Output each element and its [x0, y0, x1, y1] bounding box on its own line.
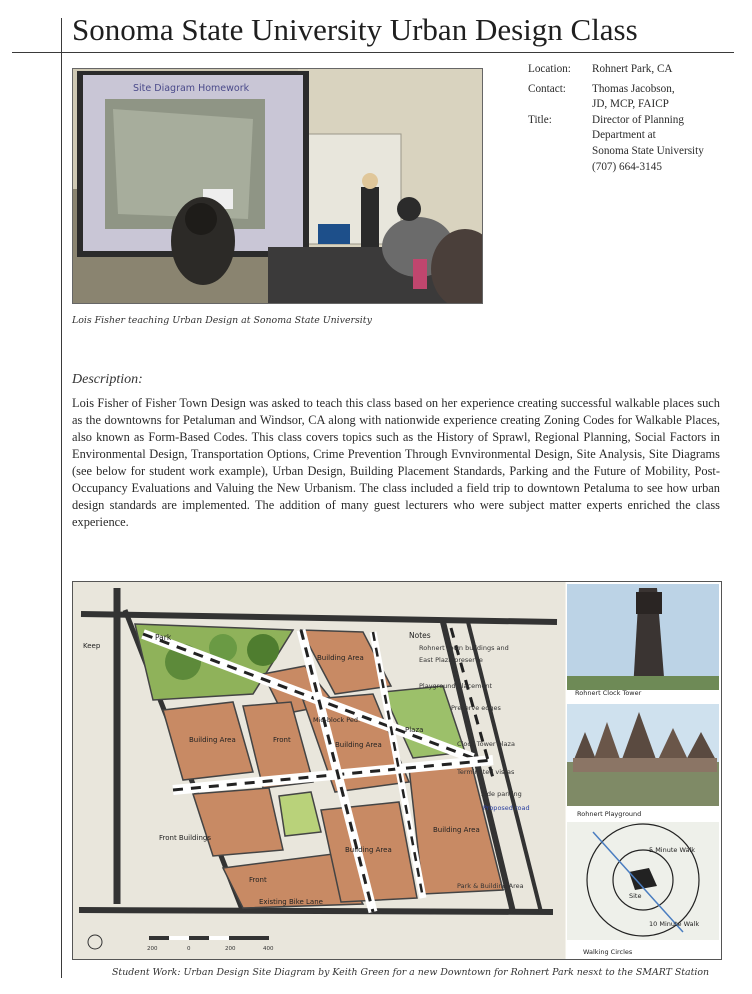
contact-value	[592, 82, 738, 113]
description-body: Lois Fisher of Fisher Town Design was asked to teach this class based on her experience creating successful walkable places such as the downtowns for Petaluman and Windsor, CA along with nationwide experience creating Zoning Codes for Walkable Places, also known as Form-Based Codes. This class covers topics such as the History of Sprawl, Regional Planning, Social Factors in Environmental Design, Transportation Options, Crime Prevention Through Evnvironmental Design, Site Analysis, Site Diagrams (see below for student work example), Urban Design, Building Placement Standards, Parking and the Future of Mobility, Post-Occupancy Evaluations and Valuing the New Urbanism. The class included a field trip to downtown Petaluma to see how urban design standards are implemented. The addition of many guest lecturers who were subject matter experts enriched the class experience.	[72, 396, 720, 529]
title-row	[528, 113, 738, 175]
note-2: East Plaza preserve	[419, 656, 483, 664]
phone-number: (707) 664-3145	[592, 160, 662, 173]
walk-10-label: 10 Minute Walk	[649, 920, 700, 928]
label-existing-bike: Existing Bike Lane	[259, 898, 323, 906]
label-building-area-5: Building Area	[345, 846, 392, 854]
page-title: Sonoma State University Urban Design Class	[72, 12, 638, 47]
label-park: Park	[155, 633, 172, 642]
label-building-area-3: Building Area	[335, 741, 382, 749]
note-4: Preserve edges	[451, 704, 501, 712]
classroom-photo	[72, 68, 483, 304]
location-label: Location:	[528, 63, 571, 75]
title-line-3: Sonoma State University	[592, 144, 704, 157]
location-row	[528, 62, 738, 78]
label-front-buildings: Front Buildings	[159, 834, 211, 842]
title-line-2: Department at	[592, 129, 656, 142]
site-diagram	[72, 581, 722, 960]
playground-label: Rohnert Playground	[577, 810, 642, 818]
note-6: Terminated vistas	[457, 768, 515, 776]
photo-caption: Lois Fisher teaching Urban Design at Sonoma State University	[72, 315, 372, 326]
description-heading: Description:	[72, 372, 143, 387]
diagram-caption: Student Work: Urban Design Site Diagram by Keith Green for a new Downtown for Rohnert Park nesxt to the SMART Station	[112, 967, 710, 978]
title-label: Title:	[528, 113, 552, 126]
notes-heading: Notes	[409, 631, 431, 640]
title-value	[592, 113, 738, 175]
label-keep: Keep	[83, 642, 101, 650]
scale-label-2: 0	[187, 946, 191, 952]
label-building-area-2: Building Area	[189, 736, 236, 744]
contact-label: Contact:	[528, 82, 566, 95]
vertical-rule	[61, 18, 62, 978]
contact-row	[528, 82, 738, 113]
site-label: Site	[629, 892, 642, 900]
scale-label-4: 400	[263, 946, 274, 952]
note-7: Side parking	[481, 790, 522, 798]
walking-circles-label: Walking Circles	[583, 948, 633, 956]
contact-name: Thomas Jacobson,	[592, 82, 675, 95]
note-3: Playground placement	[419, 682, 493, 690]
label-front-2: Front	[249, 876, 267, 884]
label-plaza: Plaza	[405, 726, 424, 734]
note-1: Rohnert Town buildings and	[419, 644, 509, 652]
scale-label-3: 200	[225, 946, 236, 952]
note-5: Clock Tower plaza	[457, 740, 515, 748]
label-building-area-4: Building Area	[433, 826, 480, 834]
contact-info	[528, 62, 738, 175]
label-building-area-1: Building Area	[317, 654, 364, 662]
contact-credentials: JD, MCP, FAICP	[592, 98, 669, 111]
label-mid-block: Mid-block Ped.	[313, 716, 361, 724]
scale-label-1: 200	[147, 946, 158, 952]
label-front-1: Front	[273, 736, 291, 744]
clock-tower-label: Rohnert Clock Tower	[575, 689, 642, 697]
location-value: Rohnert Park, CA	[592, 63, 673, 75]
walk-5-label: 5 Minute Walk	[649, 846, 696, 854]
note-9: Park & Building Area	[457, 882, 524, 890]
horizontal-rule	[12, 52, 734, 53]
slide-title: Site Diagram Homework	[133, 83, 250, 94]
title-line-1: Director of Planning	[592, 113, 684, 126]
note-8: Proposed road	[483, 804, 530, 812]
